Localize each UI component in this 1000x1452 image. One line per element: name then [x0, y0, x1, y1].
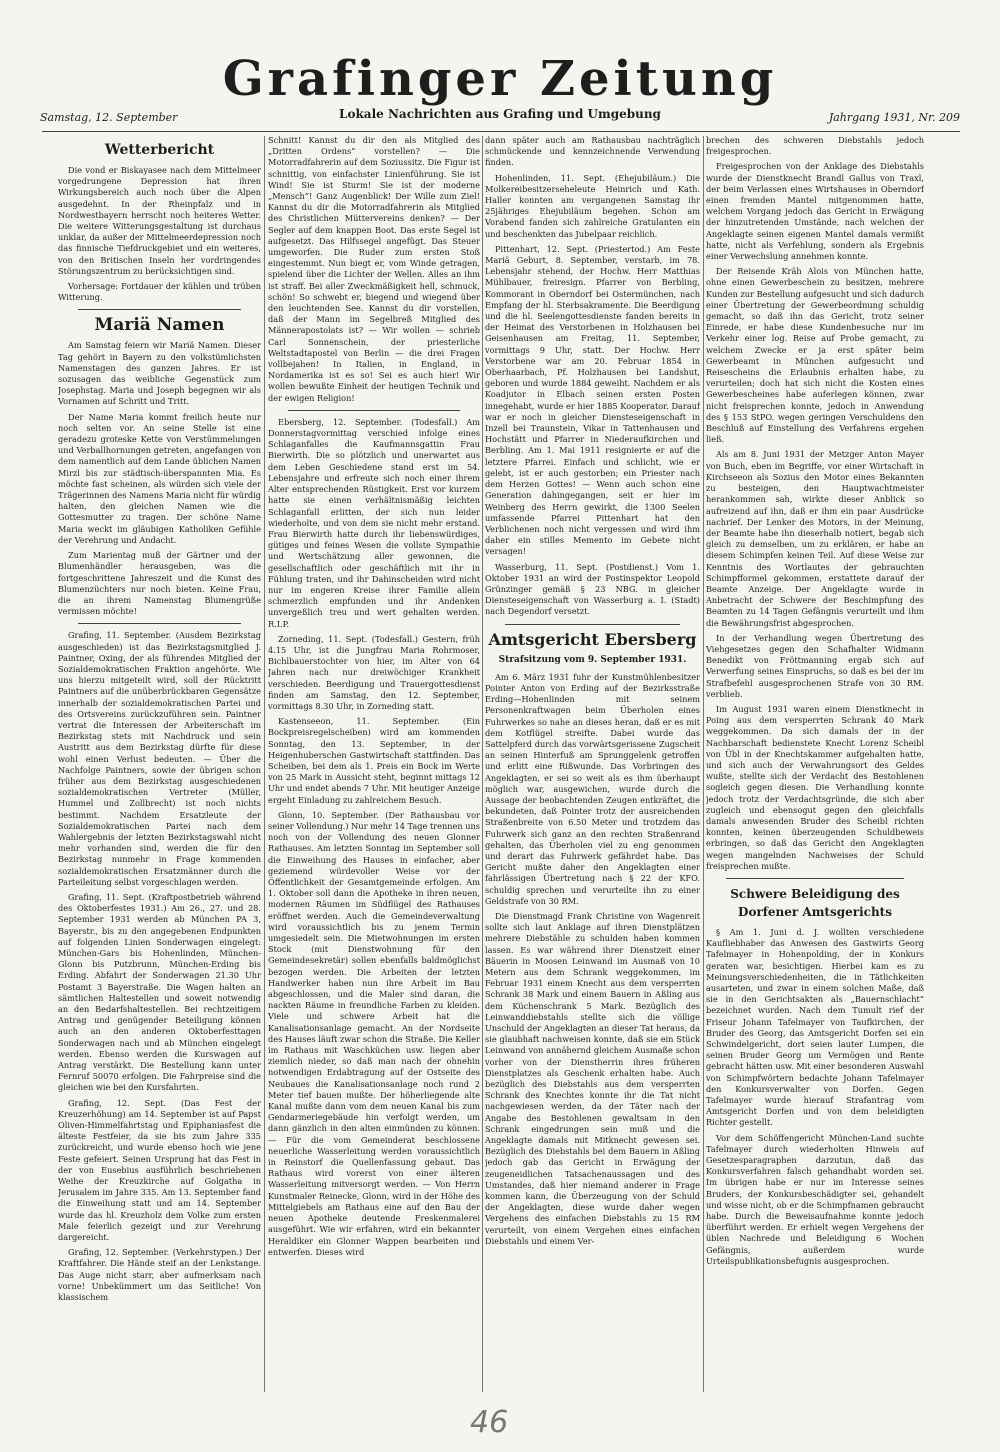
court-paragraph: Freigesprochen von der Anklage des Diebstahls wurde der Dienstknecht Brandl Gallus von Traxl, der beim Verlassen eines Wirtshauses in Oberndorf einen fremden Mantel mitgenommen hatte, welchem Vorgang jedoch das Gericht in Erwägung der hinzutretenden Umstände, nach welchen der Angeklagte seinen eigenen Mantel damals vermißt hatte, nicht als Verfehlung, sondern als Ergebnis einer Verwechslung annehmen konnte.: [706, 161, 924, 262]
court-heading: Amtsgericht Ebersberg: [488, 629, 697, 649]
column-1: [58, 135, 261, 1400]
news-item-pittenhart: Pittenhart, 12. Sept. (Priestertod.) Am Feste Mariä Geburt, 8. September, verstarb, im 78. Lebensjahr stehend, der Hochw. Herr Matthias Mühlbauer, freiresign. Pfarrer von Berbling, Kommorant in Oberndorf bei Ostermünchen, nach Empfang der hl. Sterbsakramente. Die Beerdigung und die hl. Seelengottesdienste fanden bereits in der Heimat des Verstorbenen in Holzhausen bei Geisenhausen am Freitag, 11. September, vormittags 9 Uhr, statt. Der Hochw. Herr Verstorbene war am 20. Februar 1854 in Oberhaarbach, Pf. Holzhausen bei Landshut, geboren und wurde 1884 geweiht. Nachdem er als Koadjutor in Elbach seinen ersten Posten innegehabt, wurde er hier 1885 Kooperator. Darauf war er noch in gleicher Diensteseigenschaft in Inzell bei Traunstein, Vikar in Tattenhausen und Hochstätt und Pfarrer in Niederaufkirchen und Berbling. Am 1. Mai 1911 resignierte er auf die letztere Pfarrei. Einfach und schlicht, wie er gelebt, ist er auch gestorben; ein Priester nach dem Herzen Gottes! — Wenn auch schon eine Generation dahingegangen, seit er hier im Weinberg des Herrn gewirkt, die 1300 Seelen umfassende Pfarrei Pittenhart hat den Verblichenen noch nicht vergessen und wird ihm daher ein stilles Memento im Gebete nicht versagen!: [485, 243, 700, 557]
weather-heading: Wetterbericht: [104, 142, 215, 158]
column-3: [485, 135, 700, 1400]
news-item-glonn: Glonn, 10. September. (Der Rathausbau vor seiner Vollendung.) Nur mehr 14 Tage trennen uns noch von der Vollendung des neuen Glonner Rathauses. Am letzten Sonntag im September soll die Einweihung des Hauses in einfacher, aber geziemend würdevoller Weise vor der Öffentlichkeit der Gesamtgemeinde erfolgen. Am 1. Oktober soll dann die Apotheke in ihren neuen, modernen Räumen im Südflügel des Rathauses eröffnet werden. Auch die Gemeindeverwaltung wird voraussichtlich bis zu jenem Termin umgesiedelt sein. Die Mietwohnungen im ersten Stock (mit Dienstwohnung für den Gemeindesekretär) sollen ebenfalls baldmöglichst bezogen werden. Die Arbeiten der letzten Handwerker haben nun ihre Arbeit im Bau abgeschlossen, und die Maler sind daran, die nackten Räume in freundliche Farben zu kleiden. Viele und schwere Arbeit hat die Kanalisationsanlage gemacht. An der Nordseite des Hauses läuft zwar schon die Straße. Die Keller im Rathaus mit Waschküchen usw. liegen aber ziemlich nieder, so daß man nach der ohnehin notwendigen Erdabtragung auf der Ostseite des Neubaues die Kanalisationsanlage noch rund 2 Meter tief bauen mußte. Der höherliegende alte Kanal mußte dann vom dem neuen Kanal bis zum Gendarmeriegebäude hin verfolgt werden, um dann gänzlich in den alten einmünden zu können. — Für die vom Gemeinderat beschlossene neuerliche Wasserleitung werden voraussichtlich in Reinstorf die Quellenfassung gebaut. Das Rathaus wird vorerst von einer älteren Wasserleitung mitversorgt werden. — Von Herrn Kunstmaler Reinecke, Glonn, wird in der Höhe des Mittelgiebels am Rathaus eine auf den Bau der neuen Apotheke deutende Freskenmalerei ausgeführt. Wie wir erfahren, wird ein bekannter Heraldiker ein Glonner Wappen bearbeiten und entwerfen. Dieses wird: [268, 809, 480, 1257]
maria-paragraph: Der Name Maria kommt freilich heute nur noch selten vor. An seine Stelle ist eine geradezu groteske Kette von Verstümmelungen und Verballhornungen getreten, angefangen von dem namentlich auf dem Lande üblichen Namen Mirzl bis zur städtisch-überspannten Mia. Es möchte fast scheinen, als würden sich viele der Trägerinnen des Namens Maria nicht für würdig halten, den gleichen Namen wie die Gottesmutter zu tragen. Der schöne Name Maria weckt im gläubigen Katholiken Gefühle der Verehrung und Andacht.: [58, 411, 261, 545]
court-paragraph: Im August 1931 waren einem Dienstknecht in Poing aus dem versperrten Schrank 40 Mark weggekommen. Da sich damals der in der Nachbarschaft bedienstete Knecht Lorenz Scheibl von Übl in der Knechtskammer aufgehalten hatte, und sich auch der Verwahrungsort des Geldes wußte, stellte sich der Verdacht des Bestohlenen sogleich gegen diesen. Die Verhandlung konnte jedoch trotz der Verdachtsgründe, die sich aber zugleich und ebensogut gegen den gleichfalls damals anwesenden Bruder des Scheibl richten konnten, keinen überzeugenden Schuldbeweis erbringen, so daß das Gericht den Angeklagten wegen mangelnden Nachweises der Schuld freisprechen mußte.: [706, 703, 924, 871]
newspaper-subtitle: Lokale Nachrichten aus Grafing und Umgebung: [339, 107, 661, 121]
news-item-kastenseeon: Kastenseeon, 11. September. (Ein Bockpreisregelscheiben) wird am kommenden Sonntag, den 13. September, in der Heigenhuberschen Gastwirtschaft stattfinden. Das Scheiben, bei dem als 1. Preis ein Bock im Werte von 25 Mark in Aussicht steht, beginnt mittags 12 Uhr und endet abends 7 Uhr. Mit heutiger Anzeige ergeht Einladung zu zahlreichem Besuch.: [268, 716, 480, 805]
court-paragraph: Der Reisende Kräh Alois von München hatte, ohne einen Gewerbeschein zu besitzen, mehrere Kunden zur Bestellung aufgesucht und sich dadurch einer Übertretung der Gewerbeordnung schuldig gemacht, so daß ihn das Gericht, trotz seiner Einrede, er habe diese Kundenbesuche nur im Verkehr einer log. Reise auf Probe gemacht, zu welchem Zwecke er ja erst später beim Gewerbeamt in München aufgesucht und Reisescheins die Erlaubnis erhalten habe, zu verurteilen; doch hat sich nicht die Kosten eines Gewerbescheines habe auferlegen können, zwar nicht freisprechen konnte, jedoch in Anwendung des § 153 StPO. wegen geringen Verschuldens den Beschluß auf Einstellung des Verfahrens ergehen ließ.: [706, 266, 924, 445]
court-paragraph: In der Verhandlung wegen Übertretung des Viehgesetzes gegen den Schafhalter Widmann Benedikt von Fröttmanning ergab sich auf Verwerfung seines Einspruchs, so daß es bei der im Strafbefehl ausgesprochenen Strafe von 30 RM. verblieb.: [706, 632, 924, 699]
column-divider: [482, 136, 483, 1392]
issue-date: Samstag, 12. September: [40, 111, 178, 124]
article-divider: [78, 309, 241, 310]
news-item-ebersberg: Ebersberg, 12. September. (Todesfall.) Am Donnerstagvormittag verschied infolge eines Schlaganfalles die Kaufmannsgattin Frau Bierwirth. Die so plötzlich und unerwartet aus dem Leben Geschiedene stand erst im 54. Lebensjahre und erfreute sich noch einer ihrem Alter entsprechenden Rüstigkeit. Erst vor kurzem hatte sie einen verhältnismäßig leichten Schlaganfall erlitten, der sich nun leider wiederholte, und von dem sie nicht mehr erstand. Frau Bierwirth hatte durch ihr liebenswürdiges, gütiges und feines Wesen die vollste Sympathie und Wertschätzung aller gewonnen, die gesellschaftlich oder geschäftlich mit ihr in Fühlung traten, und ihr Dahinscheiden wird nicht nur im engeren Kreise ihrer Familie allein schmerzlich empfunden und ihr Andenken unvergeßlich treu und wert gehalten werden. R.I.P.: [268, 416, 480, 629]
masthead-rule: [42, 131, 960, 132]
news-item-grafing: Grafing, 11. September. (Ausdem Bezirkstag ausgeschieden) ist das Bezirkstagsmitglied J. Paintner, Oxing, der als führendes Mitglied der Sozialdemokratischen Fraktion angehörte. Wie uns hierzu mitgeteilt wird, soll der Rücktritt Paintners auf die unüberbrückbaren Gegensätze innerhalb der sozialdemokratischen Partei und des Ortsvereins zurückzuführen sein. Paintner vertrat die Interessen der Arbeiterschaft im Bezirkstag stets mit Nachdruck und sein Austritt aus dem Bezirkstag dürfte für diese wohl einen Verlust bedeuten. — Über die Nachfolge Paintners, sowie der übrigen schon früher aus dem Bezirkstag ausgeschiedenen sozialdemokratischen Vertreter (Müller, Hummel und Zollbrecht) ist noch nichts bestimmt. Nachdem Ersatzleute der Sozialdemokratischen Partei nach dem Wahlergebnis der letzten Bezirkstagswahl nicht mehr vorhanden sind, werden die für den Bezirkstag nunmehr in Frage kommenden sozialdemokratischen Ersatzmänner durch die Parteileitung selbst vorgeschlagen werden.: [58, 630, 261, 887]
court-paragraph: Die Dienstmagd Frank Christine von Wagenreit sollte sich laut Anklage auf ihren Dienstplätzen mehrere Diebstähle zu schulden haben kommen lassen. Es war während ihrer Dienstzeit einer Bäuerin in Moosen Leinwand im Ausmaß von 10 Metern aus dem Schrank weggekommen, im Februar 1931 einem Knecht aus dem versperrten Schrank 38 Mark und einem Bauern in Aßling aus dem Küchenschrank 5 Mark. Bezüglich des Leinwanddiebstahls stellte sich die völlige Unschuld der Angeklagten an dieser Tat heraus, da sie glaubhaft nachweisen konnte, daß sie ein Stück Leinwand von annähernd gleichem Ausmaße schon vorher von der Dienstherrin ihres früheren Dienstplatzes als Geschenk erhalten habe. Auch bezüglich des Diebstahls aus dem versperrten Schrank des Knechtes konnte ihr die Tat nicht nachgewiesen werden, da der Täter nach der Angabe des Bestohlenen gewaltsam in den Schrank eingedrungen sein muß und die Angeklagte damals mit Mitknecht gewesen sei. Bezüglich des Diebstahls bei dem Bauern in Aßling jedoch gab das Gericht in Erwägung der zeugeneidlichen Tatsachenaussagen und des Umstandes, daß hier niemand anderer in Frage kommen kann, die Überzeugung von der Schuld der Angeklagten, diese wurde daher wegen Vergehens des einfachen Diebstahls zu 15 RM verurteilt, von einem Vergehen eines einfachen Diebstahls und einem Ver-: [485, 911, 700, 1246]
news-item-grafing: Grafing, 12. September. (Verkehrstypen.) Der Kraftfahrer. Die Hände steif an der Lenkstange. Das Auge nicht starr, aber aufmerksam nach vorne! Unbekümmert um das Seitliche! Von klassischem: [58, 1247, 261, 1303]
news-item-grafing: Grafing, 12. Sept. (Das Fest der Kreuzerhöhung) am 14. September ist auf Papst Oliven-Himmelfahrtstag und Epiphaniasfest die älteste Festfeier, da sie bis zum Jahre 335 zurückreicht, und wurde ebenso hoch wie jene Feste gefeiert. Seinen Ursprung hat das Fest in der von Eusebius ausführlich beschriebenen Weihe der Kreuzkirche auf Golgatha in Jerusalem im Jahre 335. Am 13. September fand die Einweihung statt und am 14. September wurde das hl. Kreuzholz dem Volke zum ersten Male feierlich gezeigt und zur Verehrung dargereicht.: [58, 1097, 261, 1243]
issue-number: Jahrgang 1931, Nr. 209: [828, 111, 960, 124]
column-divider: [703, 136, 704, 1392]
weather-forecast: Vorhersage: Fortdauer der kühlen und trüben Witterung.: [58, 281, 261, 303]
insult-paragraph: Vor dem Schöffengericht München-Land suchte Tafelmayer durch wiederholten Hinweis auf Gesetzesparagraphen darzutun, daß das Konkursverfahren falsch gehandhabt worden sei. Im übrigen habe er nur im Interesse seines Bruders, der Konkursbeschädigter sei, gehandelt und wisse nicht, ob er die Schimpfnamen gebraucht habe. Durch die Beweisaufnahme konnte jedoch überführt werden. Er erhielt wegen Vergehens der üblen Nachrede und Beleidigung 6 Wochen Gefängnis, außerdem wurde Urteilspublikationsbefugnis ausgesprochen.: [706, 1132, 924, 1266]
news-item-hohenlinden: Hohenlinden, 11. Sept. (Ehejubiläum.) Die Molkereibesitzerseheleute Heinrich und Kath. Haller konnten am vergangenen Samstag ihr 25jähriges Ehejubiläum begehen. Schon am Vorabend fanden sich zahlreiche Gratulanten ein und beschenkten das Jubelpaar reichlich.: [485, 172, 700, 239]
article-divider: [726, 878, 904, 879]
maria-heading: Mariä Namen: [94, 315, 225, 336]
court-subheading: Strafsitzung vom 9. September 1931.: [498, 654, 687, 665]
article-divider: [505, 624, 680, 625]
article-divider: [288, 410, 460, 411]
newspaper-title: Grafinger Zeitung: [222, 51, 778, 107]
court-paragraph: Als am 8. Juni 1931 der Metzger Anton Mayer von Buch, eben im Begriffe, vor einer Wirtschaft in Kirchseeon als Sozius den Motor eines Bekannten zu besteigen, den Hauptwachtmeister herankommen sah, wirkte dieser Anblick so aufreizend auf ihn, daß er ihm ein paar Ausdrücke nachrief. Der Lenker des Motors, in der Meinung, der Beamte habe ihn dieserhalb notiert, begab sich gleich zu demselben, um zu erklären, er habe an diesem Schimpfen keinen Teil. Auf diese Weise zur Kenntnis des Wortlautes der gebrauchten Schimpfformel gekommen, erstattete darauf der Beamte Anzeige. Der Angeklagte wurde in Anbetracht der Schwere der Beschimpfung des Beamten zu 14 Tagen Gefängnis verurteilt und ihm die Bewährungsfrist abgesprochen.: [706, 449, 924, 628]
maria-paragraph: Zum Marientag muß der Gärtner und der Blumenhändler herausgeben, was die fortgeschrittene Jahreszeit und die Kunst des Blumenzüchters nur noch bieten. Keine Frau, die an ihrem Namenstag Blumengrüße vermissen möchte!: [58, 550, 261, 617]
weather-text: Die vond er Biskayasee nach dem Mittelmeer vorgedrungene Depression hat ihren Wirkungsbereich auch noch über die Alpen ausgedehnt. In der Rheinpfalz und in Nordwestbayern herrscht noch heiteres Wetter. Die weitere Witterungsgestaltung ist durchaus unklar, da außer der Mittelmeerdepression noch das finnische Tiefdruckgebiet und ein weiteres, von den Britischen Inseln her vordringendes Störungszentrum zu berücksichtigen sind.: [58, 165, 261, 276]
handwritten-page-number: 46: [470, 1405, 509, 1440]
continued-text: Schnitt! Kannst du dir den als Mitglied des „Dritten Ordens“ vorstellen? — Die Motorradfahrerin auf dem Soziussitz. Die Figur ist schnittig, von einfachster Linienführung. Sie ist Wind! Sie ist Sturm! Sie ist der moderne „Mensch“! Ganz Augenblick! Der Wille zum Ziel! Kannst du dir die Motorradfahrerin als Mitglied des Christlichen Müttervereins denken? — Der Segler auf dem knappen Boot. Das erste Segel ist aufgesetzt. Das Hilfssegel angefügt. Das Steuer umgeworfen. Die Ruder zum ersten Stoß eingestemmt. Nun biegt er, vom Winde getragen, spielend über die Lichter der Wellen. Alles an ihm ist straff. Bei aller Zweckmäßigkeit hell, schmuck, schön! So schwebt er, biegend und wiegend über den leuchtenden See. Kannst du dir vorstellen, daß der Mann im Segelbreß Mitglied des Männerapostolats ist? — Wir wollen — schrieb Carl Sonnenschein, der priesterliche Weltstadtapostel von Berlin — die drei Fragen vollbejahen! In Italien, in England, in Nordamerika ist es so! Sei es auch hier! Wir wollen bewußte Einheit der heutigen Technik und der ewigen Religion!: [268, 135, 480, 403]
column-divider: [264, 136, 265, 1392]
article-divider: [78, 623, 241, 624]
news-item-zorneding: Zorneding, 11. Sept. (Todesfall.) Gestern, früh 4.15 Uhr, ist die Jungfrau Maria Rohrmoser, Bichlbauerstochter von hier, im Alter von 64 Jahren nach nur dreiwöchiger Krankheit verschieden. Beerdigung und Trauergottesdienst finden am Samstag, den 12. September, vormittags 8.30 Uhr, in Zorneding statt.: [268, 633, 480, 711]
continued-text: dann später auch am Rathausbau nachträglich schmückende und kennzeichnende Verwendung finden.: [485, 135, 700, 168]
court-paragraph: Am 6. März 1931 fuhr der Kunstmühlenbesitzer Pointer Anton von Erding auf der Bezirksstraße Erding—Hohenlinden mit seinem Personenkraftwagen beim Überholen eines Fuhrwerkes so nahe an dieses heran, daß er es mit dem Kotflügel streifte. Dabei wurde das Sattelpferd durch das vorwärtsgerissene Zugscheit an seinen Hinterfuß am Sprunggelenk getroffen und erlitt eine Rißwunde. Das Vorbringen des Angeklagten, er sei so weit als es ihm überhaupt möglich war, ausgewichen, wurde durch die Aussage der beobachtenden Zeugen entkräftet, die bekundeten, daß Pointer trotz der ausreichenden Straßenbreite von 6.50 Meter und trotzdem das Fuhrwerk sich ganz an den rechten Straßenrand gehalten, das Überholen viel zu eng genommen und derart das Fuhrwerk gefährdet habe. Das Gericht mußte daher den Angeklagten einer fahrlässigen Übertretung nach § 22 der KFO. schuldig sprechen und verurteilte ihn zu einer Geldstrafe von 30 RM.: [485, 671, 700, 906]
news-item-wasserburg: Wasserburg, 11. Sept. (Postdienst.) Vom 1. Oktober 1931 an wird der Postinspektor Leopold Grünzinger gemäß § 23 NBG. in gleicher Diensteseigenschaft von Wasserburg a. I. (Stadt) nach Degendorf versetzt.: [485, 561, 700, 617]
news-item-grafing: Grafing, 11. Sept. (Kraftpostbetrieb während des Oktoberfestes 1931.) Am 26., 27. und 28. September 1931 werden ab München PA 3, Bayerstr., bis zu den angegebenen Endpunkten auf folgenden Linien Sonderwagen eingelegt: München-Gars bis Hohenlinden, München-Glonn bis Putzbrunn, München-Erding bis Erding. Abfahrt der Sonderwagen 21.30 Uhr Postamt 3 Bayerstraße. Die Wagen halten an sämtlichen Haltestellen und soweit notwendig an den Bedarfshaltestellen. Bei rechtzeitigem Antrag und genügender Beteiligung können auch an den anderen Oktoberfesttagen Sonderwagen nach und ab München eingelegt werden. Ebenso werden die Kurswagen auf Antrag verstärkt. Die Bestellung kann unter Fernruf 50070 erfolgen. Die Fahrpreise sind die gleichen wie bei den Kursfahrten.: [58, 891, 261, 1093]
column-2: [268, 135, 480, 1400]
insult-paragraph: § Am 1. Juni d. J. wollten verschiedene Kaufliebhaber das Anwesen des Gastwirts Georg Tafelmayer in Hohenpolding, der in Konkurs geraten war, besichtigen. Hierbei kam es zu Meinungsverschiedenheiten, die in Tätlichkeiten ausarteten, und zwar in einem solchen Maße, daß sie in den Gerichtsakten als „Bauernschlacht“ bezeichnet wurden. Nach dem Tumult rief der Friseur Johann Tafelmayer von Taufkirchen, der Bruder des Georg, das Amtsgericht Dorfen sei ein Schwindelgericht, dort seien lauter Lumpen, die seinen Bruder Georg um Vermögen und Rente gebracht hätten usw. Mit einer besonderen Auswahl von Schimpfwörtern bedachte Johann Tafelmayer den Konkursverwalter von Dorfen. Gegen Tafelmayer wurde hierauf Strafantrag vom Amtsgericht Dorfen und von dem beleidigten Richter gestellt.: [706, 927, 924, 1128]
continued-text: brechen des schweren Diebstahls jedoch freigesprochen.: [706, 135, 924, 157]
insult-heading: Schwere Beleidigung des Dorfener Amtsgerichts: [730, 887, 900, 919]
maria-paragraph: Am Samstag feiern wir Mariä Namen. Dieser Tag gehört in Bayern zu den volkstümlichsten Namenstagen des ganzen Jahres. Er ist sozusagen das weibliche Gegenstück zum Josephstag. Maria und Joseph begegnen wir als Vornamen auf Schritt und Tritt.: [58, 340, 261, 407]
column-4: [706, 135, 924, 1400]
